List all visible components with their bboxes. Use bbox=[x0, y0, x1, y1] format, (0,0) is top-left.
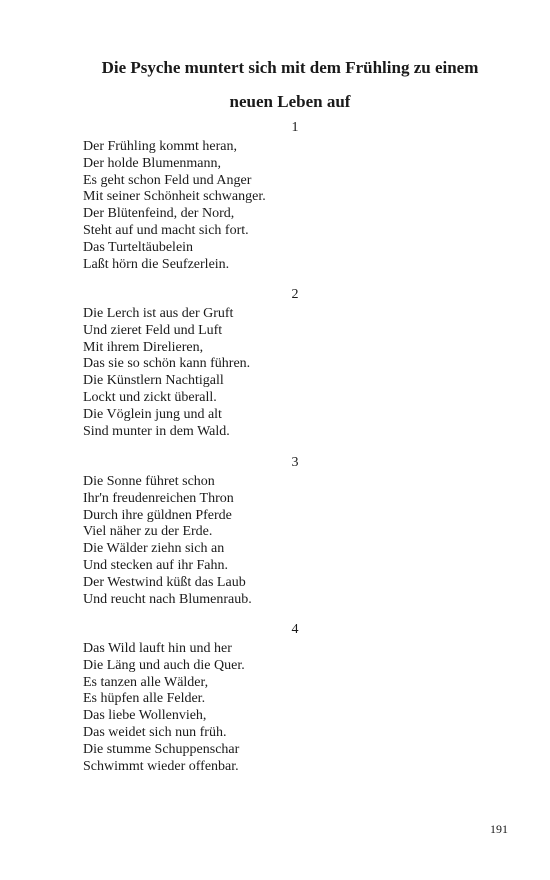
page-number: 191 bbox=[490, 822, 508, 836]
verse-line: Es geht schon Feld und Anger bbox=[83, 172, 252, 188]
stanza-number: 2 bbox=[291, 287, 299, 302]
verse-line: Der Blütenfeind, der Nord, bbox=[83, 206, 235, 222]
verse-line: Die Wälder ziehn sich an bbox=[83, 541, 225, 557]
verse-line: Schwimmt wieder offenbar. bbox=[83, 758, 239, 774]
verse-line: Der Frühling kommt heran, bbox=[83, 139, 237, 154]
verse-line: Die stumme Schuppenschar bbox=[83, 741, 240, 757]
verse-line: Das Wild lauft hin und her bbox=[83, 641, 232, 656]
verse-line: Mit ihrem Direlieren, bbox=[83, 339, 204, 355]
verse-line: Ihr'n freudenreichen Thron bbox=[83, 490, 234, 506]
verse-line: Mit seiner Schönheit schwanger. bbox=[83, 189, 266, 205]
verse-line: Sind munter in dem Wald. bbox=[83, 423, 230, 439]
verse-line: Und reucht nach Blumenraub. bbox=[83, 591, 252, 607]
verse-line: Die Vöglein jung und alt bbox=[83, 406, 222, 422]
verse-line: Der Westwind küßt das Laub bbox=[83, 574, 246, 590]
verse-line: Es hüpfen alle Felder. bbox=[83, 691, 206, 707]
verse-line: Und stecken auf ihr Fahn. bbox=[83, 557, 229, 573]
verse-line: Die Lerch ist aus der Gruft bbox=[83, 306, 234, 321]
stanza-lines bbox=[83, 306, 250, 440]
verse-line: Die Sonne führet schon bbox=[83, 474, 215, 489]
verse-line: Das sie so schön kann führen. bbox=[83, 356, 251, 372]
verse-line: Lockt und zickt überall. bbox=[83, 389, 217, 405]
verse-line: Die Läng und auch die Quer. bbox=[83, 657, 245, 673]
verse-line: Das liebe Wollenvieh, bbox=[83, 708, 207, 724]
verse-line: Das weidet sich nun früh. bbox=[83, 724, 227, 740]
poem-title-line-1: Die Psyche muntert sich mit dem Frühling zu einem bbox=[101, 58, 479, 77]
verse-line: Es tanzen alle Wälder, bbox=[83, 674, 209, 690]
verse-line: Viel näher zu der Erde. bbox=[83, 524, 213, 540]
stanza-lines bbox=[83, 139, 266, 273]
stanza-number: 1 bbox=[291, 120, 299, 135]
verse-line: Durch ihre güldnen Pferde bbox=[83, 507, 232, 523]
verse-line: Die Künstlern Nachtigall bbox=[83, 373, 224, 389]
verse-line: Das Turteltäubelein bbox=[83, 239, 194, 255]
stanza-number: 3 bbox=[291, 455, 299, 470]
stanza-number: 4 bbox=[291, 622, 299, 637]
stanza-lines bbox=[83, 641, 245, 775]
stanza-lines bbox=[83, 474, 252, 608]
verse-line: Der holde Blumenmann, bbox=[83, 155, 222, 171]
verse-line: Und zieret Feld und Luft bbox=[83, 322, 223, 338]
verse-line: Steht auf und macht sich fort. bbox=[83, 222, 249, 238]
poem-title-line-2: neuen Leben auf bbox=[229, 92, 351, 111]
verse-line: Laßt hörn die Seufzerlein. bbox=[83, 256, 230, 272]
